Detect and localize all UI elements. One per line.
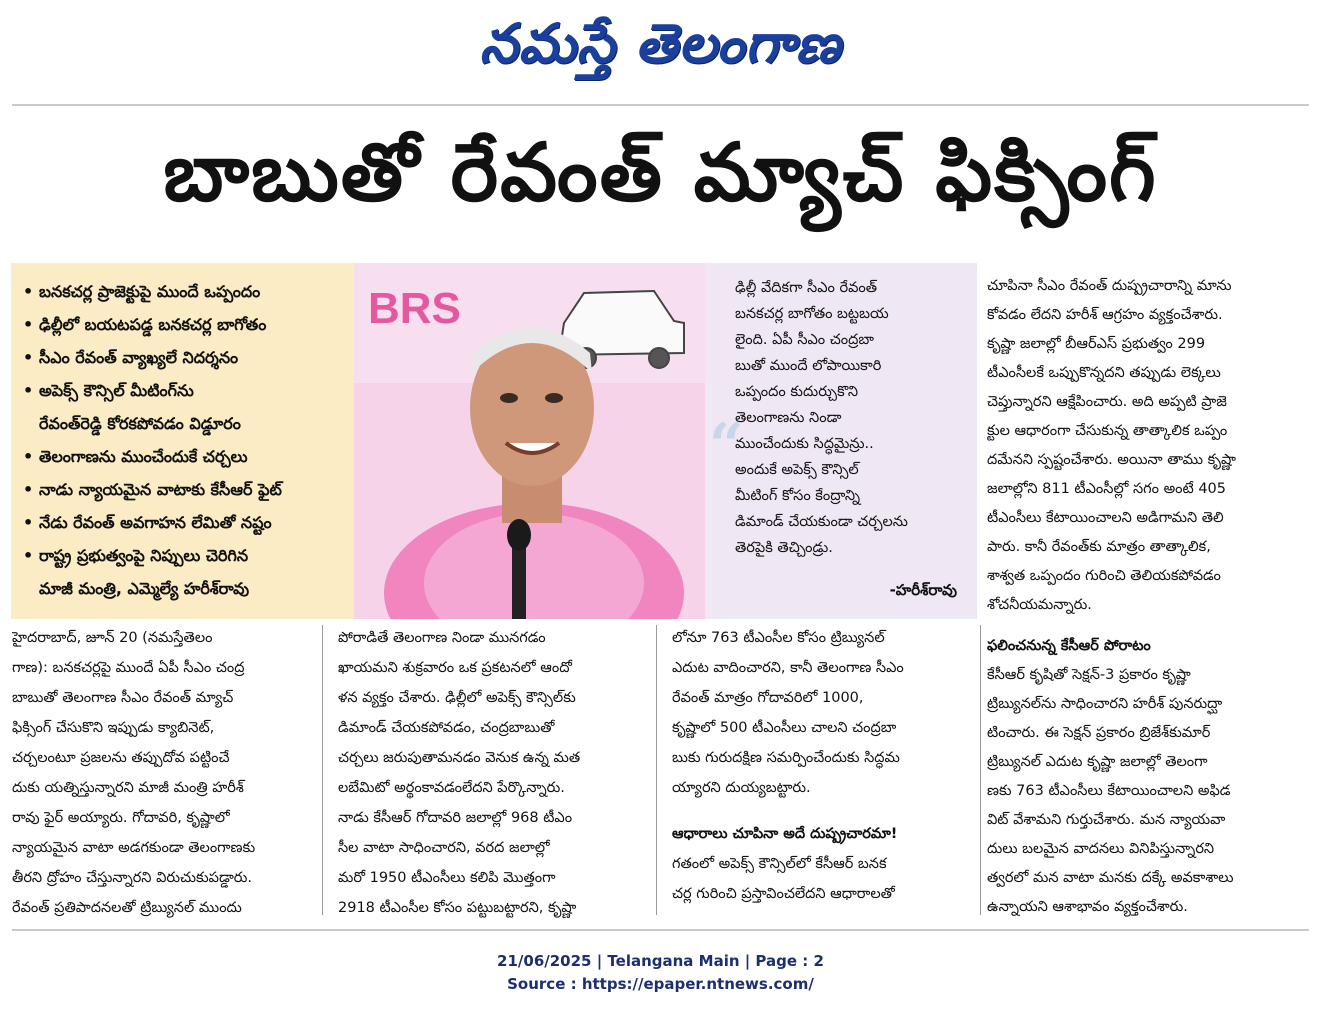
- article-line: లబేమిటో అర్థంకావడంలేదని పేర్కొన్నారు.: [338, 780, 565, 796]
- article-line: బుకు గురుదక్షిణ సమర్పించేందుకు సిద్ధమ: [672, 750, 900, 766]
- quote-author: -హరీశ్‌రావు: [889, 581, 957, 599]
- quote-line: డిమాండ్ చేయకుండా చర్చలను: [735, 514, 908, 530]
- bullet-item: • బనకచర్ల ప్రాజెక్టుపై ముందే ఒప్పందం: [23, 282, 261, 301]
- footer-date-edition: 21/06/2025 | Telangana Main | Page : 2: [497, 952, 824, 970]
- article-line: డిమాండ్ చేయకపోవడం, చంద్రబాబుతో: [338, 720, 555, 736]
- article-spacer: [987, 620, 1307, 632]
- masthead: [0, 0, 1321, 100]
- article-column-2: [338, 623, 648, 923]
- column-divider: [980, 625, 981, 915]
- article-line: క్టుల ఆధారంగా చేసుకున్న తాత్కాలిక ఒప్పం: [987, 423, 1228, 439]
- article-line: ఉన్నాయని ఆశాభావం వ్యక్తంచేశారు.: [987, 899, 1188, 915]
- headline: బాబుతో రేవంత్ మ్యాచ్ ఫిక్సింగ్: [163, 125, 1158, 219]
- article-line: రావు ఫైర్ అయ్యారు. గోదావరి, కృష్ణాలో: [12, 810, 230, 826]
- quote-line: తెలంగాణను నిండా: [735, 410, 842, 426]
- column-divider: [322, 625, 323, 915]
- article-line: చర్చలు జరుపుతామనడం వెనుక ఉన్న మత: [338, 750, 581, 766]
- article-spacer: [672, 803, 977, 819]
- article-line: దమేనని స్పష్టంచేశారు. అయినా తాము కృష్ణా: [987, 452, 1236, 468]
- article-line: చర్చలంటూ ప్రజలను తప్పుదోవ పట్టించే: [12, 750, 230, 766]
- article-line: కోవడం లేదని హరీశ్ ఆగ్రహం వ్యక్తంచేశారు.: [987, 307, 1223, 323]
- quote-line: బుతో ముందే లోపాయికారి: [735, 358, 882, 374]
- article-line: నాడు కేసీఆర్ గోదావరి జలాల్లో 968 టీఎం: [338, 810, 573, 826]
- article-line: పారు. కానీ రేవంత్‌కు మాత్రం తాత్కాలిక,: [987, 539, 1211, 555]
- quote-line: మీటింగ్ కోసం కేంద్రాన్ని: [735, 488, 860, 504]
- article-subhead: ఆధారాలు చూపినా అదే దుష్ప్రచారమా!: [672, 826, 898, 842]
- article-line: శాశ్వత ఒప్పందం గురించి తెలియకపోవడం: [987, 568, 1221, 584]
- masthead-logo: నమస్తే తెలంగాణ: [479, 11, 842, 75]
- article-column-1: [12, 623, 316, 923]
- article-subhead: ఫలించనున్న కేసీఆర్ పోరాటం: [987, 638, 1151, 654]
- article-line: హైదరాబాద్, జూన్ 20 (నమస్తేతెలం: [12, 630, 213, 646]
- article-line: త్వరలో మన వాటా మనకు దక్కే అవకాశాలు: [987, 870, 1234, 886]
- article-line: సీల వాటా సాధించారని, వరద జలాల్లో: [338, 840, 550, 856]
- quote-line: అందుకే అపెక్స్ కౌన్సిల్: [735, 462, 859, 478]
- article-line: గాణ): బనకచర్లపై ముందే ఏపీ సీఎం చంద్ర: [12, 660, 245, 676]
- article-line: జలాల్లోని 811 టీఎంసీల్లో సగం అంటే 405: [987, 481, 1226, 497]
- quote-line: లైంది. ఏపీ సీఎం చంద్రబా: [735, 332, 874, 348]
- article-line: కృష్ణా జలాల్లో బీఆర్ఎస్ ప్రభుత్వం 299: [987, 336, 1206, 352]
- article-line: ఎదుట వాదించారని, కానీ తెలంగాణ సీఎం: [672, 660, 904, 676]
- article-line: పోరాడితే తెలంగాణ నిండా మునగడం: [338, 630, 546, 646]
- article-line: మరో 1950 టీఎంసీలు కలిపి మొత్తంగా: [338, 870, 556, 886]
- article-line: టించారు. ఈ సెక్షన్ ప్రకారం బ్రిజేశ్‌కుమార్: [987, 725, 1211, 741]
- article-column-4: [987, 272, 1307, 922]
- article-line: ట్రిబ్యునల్ ఎదుట కృష్ణా జలాల్లో తెలంగా: [987, 754, 1208, 770]
- bullet-item: • అపెక్స్ కౌన్సిల్ మీటింగ్‌ను: [23, 381, 194, 400]
- article-line: విట్ వేశామని గుర్తుచేశారు. మన న్యాయవా: [987, 812, 1226, 828]
- article-line: చెప్తున్నారని ఆక్షేపించారు. అది అప్పటి ప్రాజె: [987, 394, 1227, 410]
- bullets-box: [11, 263, 354, 619]
- article-line: శోచనీయమన్నారు.: [987, 597, 1092, 613]
- article-line: గతంలో అపెక్స్ కౌన్సిల్‌లో కేసీఆర్ బనక: [672, 856, 887, 872]
- article-line: ఖాయమని శుక్రవారం ఒక ప్రకటనలో ఆందో: [338, 660, 572, 676]
- quote-line: ఢిల్లీ వేదికగా సీఎం రేవంత్: [735, 280, 878, 296]
- quote-box: [705, 263, 977, 619]
- article-line: ళన వ్యక్తం చేశారు. ఢిల్లీలో అపెక్స్ కౌన్సిల్‌కు: [338, 690, 576, 706]
- quote-line: ఒప్పందం కుదుర్చుకొని: [735, 384, 859, 400]
- speaker-photo: [354, 263, 727, 619]
- article-line: బాబుతో తెలంగాణ సీఎం రేవంత్ మ్యాచ్: [12, 690, 234, 706]
- article-line: తీరని ద్రోహం చేస్తున్నారని విరుచుకుపడ్డారు.: [12, 870, 252, 886]
- footer-source-link[interactable]: Source : https://epaper.ntnews.com/: [507, 975, 814, 993]
- bottom-rule: [12, 929, 1309, 931]
- bullet-item: • ఢిల్లీలో బయటపడ్డ బనకచర్ల బాగోతం: [23, 315, 267, 334]
- article-line: టీఎంసీలు కేటాయించాలని అడిగామని తెలి: [987, 510, 1224, 526]
- article-line: లోనూ 763 టీఎంసీల కోసం ట్రిబ్యునల్: [672, 630, 885, 646]
- article-line: దులు బలమైన వాదనలు వినిపిస్తున్నారని: [987, 841, 1215, 857]
- article-column-3: [672, 623, 977, 909]
- bullet-item: • తెలంగాణను ముంచేందుకే చర్చలు: [23, 447, 248, 466]
- quote-line: బనకచర్ల బాగోతం బట్టబయ: [735, 306, 889, 322]
- article-line: రేవంత్ మాత్రం గోదావరిలో 1000,: [672, 690, 864, 706]
- article-line: దుకు యత్నిస్తున్నారని మాజీ మంత్రి హరీశ్: [12, 780, 244, 796]
- article-line: ట్రిబ్యునల్‌ను సాధించారని హరీశ్ పునరుద్ఘా: [987, 696, 1223, 712]
- column-divider: [656, 625, 657, 915]
- article-line: న్యాయమైన వాటా అడగకుండా తెలంగాణకు: [12, 840, 256, 856]
- article-line: టీఎంసీలకే ఒప్పుకొన్నదని తప్పుడు లెక్కలు: [987, 365, 1221, 381]
- bullet-item: • సీఎం రేవంత్ వ్యాఖ్యలే నిదర్శనం: [23, 348, 239, 367]
- backdrop-brs-text: BRS: [368, 284, 461, 333]
- article-line: ఫిక్సింగ్ చేసుకొని ఇప్పుడు క్యాబినెట్,: [12, 720, 215, 736]
- bullet-item-continued: రేవంత్‌రెడ్డి కోరకపోవడం విడ్డూరం: [39, 414, 241, 433]
- article-line: చూపినా సీఎం రేవంత్ దుష్ప్రచారాన్ని మాను: [987, 278, 1232, 294]
- quote-line: ముంచేందుకు సిద్ధమైన్రు..: [735, 436, 874, 452]
- bullet-item: • నేడు రేవంత్ అవగాహన లేమితో నష్టం: [23, 513, 272, 532]
- bullet-item: • రాష్ట్ర ప్రభుత్వంపై నిప్పులు చెరిగిన: [23, 546, 249, 565]
- article-line: రేవంత్ ప్రతిపాదనలతో ట్రిబ్యునల్ ముందు: [12, 900, 242, 916]
- article-line: చర్ల గురించి ప్రస్తావించలేదని ఆధారాలతో: [672, 886, 895, 902]
- bullet-item: • నాడు న్యాయమైన వాటాకు కేసీఆర్ ఫైట్: [23, 480, 282, 499]
- speaker-photo-illustration: [354, 263, 727, 619]
- quote-line: తెరపైకి తెచ్చిండ్రు.: [735, 540, 833, 556]
- article-line: కేసీఆర్ కృషితో సెక్షన్-3 ప్రకారం కృష్ణా: [987, 667, 1191, 683]
- bullet-item-continued: మాజీ మంత్రి, ఎమ్మెల్యే హరీశ్‌రావు: [39, 579, 250, 598]
- article-line: కృష్ణాలో 500 టీఎంసీలు చాలని చంద్రబా: [672, 720, 897, 736]
- article-line: య్యారని దుయ్యబట్టారు.: [672, 780, 811, 796]
- quote-mark-icon: “: [709, 411, 744, 481]
- top-rule: [12, 104, 1309, 106]
- article-line: 2918 టీఎంసీల కోసం పట్టుబట్టారని, కృష్ణా: [338, 900, 577, 916]
- article-line: ణకు 763 టీఎంసీలు కేటాయించాలని అఫిడ: [987, 783, 1231, 799]
